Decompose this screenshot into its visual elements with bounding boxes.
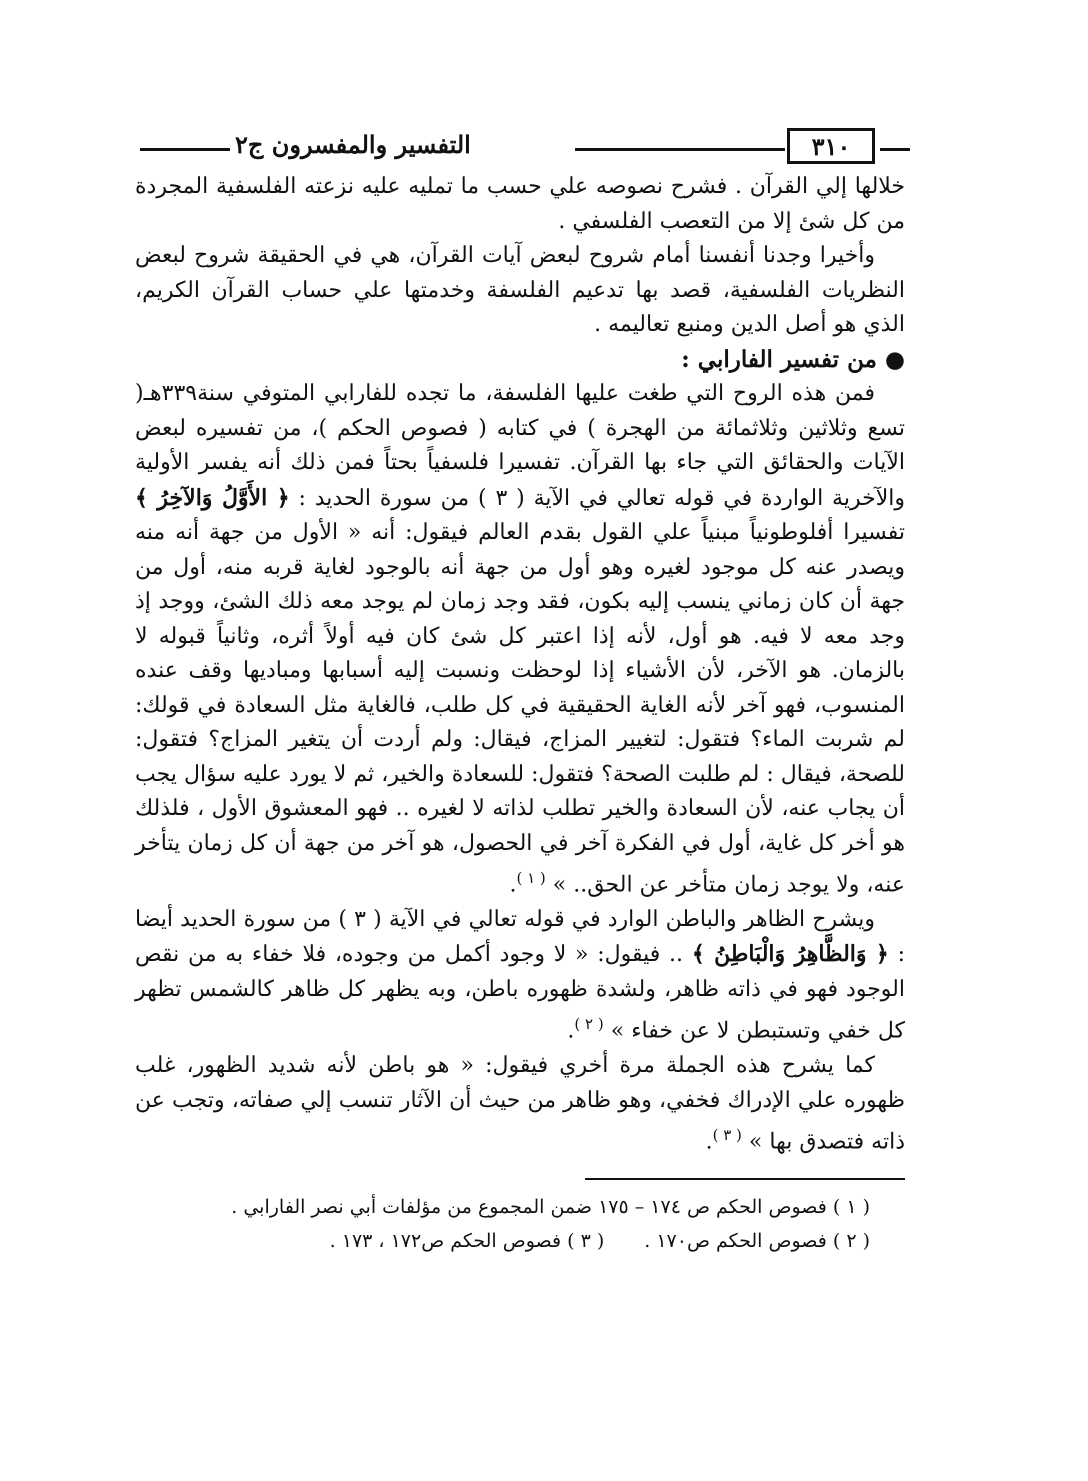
section-heading-text: من تفسير الفارابي : — [681, 345, 877, 373]
header-rule-right — [880, 148, 910, 151]
footnote-1: ( ١ ) فصوص الحكم ص ١٧٤ – ١٧٥ ضمن المجموع من مؤلفات أبي نصر الفارابي . — [231, 1195, 870, 1218]
bullet-icon: ● — [884, 345, 905, 373]
footnote-2: ( ٢ ) فصوص الحكم ص١٧٠ . — [644, 1229, 870, 1252]
footnote-ref-2: ( ٢ ) — [574, 1015, 604, 1034]
page-header — [135, 120, 905, 170]
document-page — [135, 120, 905, 1420]
manifest-hidden-intro: ويشرح الظاهر والباطن الوارد في قوله تعالي في الآية ( ٣ ) من سورة الحديد أيضا : — [135, 906, 906, 968]
footnote-row-2-3 — [135, 1224, 870, 1258]
page-number: ٣١٠ — [787, 128, 875, 164]
footnotes — [135, 1190, 905, 1258]
header-rule-left — [140, 148, 230, 151]
quran-verse-first-last: ﴿ الأَوَّلُ وَالآخِرُ ﴾ — [135, 484, 290, 511]
paragraph-farabi-manifest-hidden: ويشرح الظاهر والباطن الوارد في قوله تعالي في الآية ( ٣ ) من سورة الحديد أيضا : ﴿ وَالظَّاهِرُ وَالْبَاطِنُ ﴾ .. فيقول: « لا وجود أكمل من وجوده، فلا خفاء به من نقص الوجود فهو في ذاته ظاهر، ولشدة ظهوره باطن، وبه يظهر كل ظاهر كالشمس تظهر كل خفي وتستبطن لا عن خفاء » $^{( ٢ )}$. — [135, 906, 906, 1044]
farabi-intro-text: فمن هذه الروح التي طغت عليها الفلسفة، ما تجده للفارابي المتوفي سنة٣٣٩هـ( تسع وثلاثين وثلاثمائة من الهجرة ) في كتابه ( فصوص الحكم )، من تفسيره لبعض الآيات والحقائق التي جاء بها القرآن. تفسيرا فلسفياً بحتاً فمن ذلك أنه يفسر الأولية والآخرية الواردة في قوله تعالي في الآية ( ٣ ) من سورة الحديد : — [135, 381, 905, 511]
second-explanation-text: كما يشرح هذه الجملة مرة أخري فيقول: « هو باطن لأنه شديد الظهور، غلب ظهوره علي الإدراك فخفي، وهو ظاهر من حيث أن الآثار تنسب إلي صفاته، وتجب عن ذاته فتصدق بها » — [135, 1053, 905, 1155]
quran-verse-manifest-hidden: ﴿ وَالظَّاهِرُ وَالْبَاطِنُ ﴾ — [691, 941, 889, 968]
footnote-ref-1: ( ١ ) — [516, 869, 546, 887]
footnote-ref-3: ( ٣ ) — [712, 1126, 742, 1145]
footnote-3: ( ٣ ) فصوص الحكم ص١٧٢ ، ١٧٣ . — [329, 1229, 605, 1252]
section-heading — [135, 343, 905, 378]
farabi-explanation-text: تفسيرا أفلوطونياً مبنياً علي القول بقدم العالم فيقول: أنه « الأول من جهة أنه منه ويصدر عنه كل موجود لغيره وهو أول من جهة أنه بالوجود لغاية قربه منه، أول من جهة أن كان زماني ينسب إليه بكون، فقد وجد زمان لم يوجد معه ذلك الشئ، ووجد إذ وجد معه لا فيه. هو أول، لأنه إذا اعتبر كل شئ كان فيه أولاً أثره، وثانياً قبوله لا بالزمان. هو الآخر، لأن الأشياء إذا لوحظت ونسبت إليه أسبابها ومباديها وقف عنده المنسوب، فهو آخر لأنه الغاية الحقيقية في كل طلب، فالغاية مثل السعادة في قولك: لم شربت الماء؟ فتقول: لتغيير المزاج، فيقال: ولم أردت أن يتغير المزاج؟ فتقول: للصحة، فيقال : لم طلبت الصحة؟ فتقول: للسعادة والخير، ثم لا يورد عليه سؤال يجب أن يجاب عنه، لأن السعادة والخير تطلب لذاته لا لغيره .. فهو المعشوق الأول ، فلذلك هو أخر كل غاية، أول في الفكرة آخر في الحصول، هو آخر من جهة أن كل زمان يتأخر عنه، ولا يوجد زمان متأخر عن الحق.. » — [135, 520, 905, 898]
paragraph-farabi-second-explanation: كما يشرح هذه الجملة مرة أخري فيقول: « هو باطن لأنه شديد الظهور، غلب ظهوره علي الإدراك فخفي، وهو ظاهر من حيث أن الآثار تنسب إلي صفاته، وتجب عن ذاته فتصدق بها » $^{( ٣ )}$. — [135, 1053, 905, 1155]
header-rule-middle — [575, 148, 785, 151]
paragraph-intro-continuation: خلالها إلي القرآن . فشرح نصوصه علي حسب ما تمليه عليه نزعته الفلسفية المجردة من كل شئ إلا من التعصب الفلسفي . — [135, 174, 905, 234]
main-text — [135, 170, 905, 1160]
footnote-divider — [585, 1178, 905, 1180]
manifest-hidden-explanation: .. فيقول: « لا وجود أكمل من وجوده، فلا خفاء به من نقص الوجود فهو في ذاته ظاهر، ولشدة ظهوره باطن، وبه يظهر كل ظاهر كالشمس تظهر كل خفي وتستبطن لا عن خفاء » — [135, 942, 905, 1044]
paragraph-farabi-first-and-last: فمن هذه الروح التي طغت عليها الفلسفة، ما تجده للفارابي المتوفي سنة٣٣٩هـ( تسع وثلاثين وثلاثمائة من الهجرة ) في كتابه ( فصوص الحكم )، من تفسيره لبعض الآيات والحقائق التي جاء بها القرآن. تفسيرا فلسفياً بحتاً فمن ذلك أنه يفسر الأولية والآخرية الواردة في قوله تعالي في الآية ( ٣ ) من سورة الحديد : ﴿ الأَوَّلُ وَالآخِرُ ﴾ تفسيرا أفلوطونياً مبنياً علي القول بقدم العالم فيقول: أنه « الأول من جهة أنه منه ويصدر عنه كل موجود لغيره وهو أول من جهة أنه بالوجود لغاية قربه منه، أول من جهة أن كان زماني ينسب إليه بكون، فقد وجد زمان لم يوجد معه ذلك الشئ، ووجد إذ وجد معه لا فيه. هو أول، لأنه إذا اعتبر كل شئ كان فيه أولاً أثره، وثانياً قبوله لا بالزمان. هو الآخر، لأن الأشياء إذا لوحظت ونسبت إليه أسبابها ومباديها وقف عنده المنسوب، فهو آخر لأنه الغاية الحقيقية في كل طلب، فالغاية مثل السعادة في قولك: لم شربت الماء؟ فتقول: لتغيير المزاج، فيقال: ولم أردت أن يتغير المزاج؟ فتقول: للصحة، فيقال : لم طلبت الصحة؟ فتقول: للسعادة والخير، ثم لا يورد عليه سؤال يجب أن يجاب عنه، لأن السعادة والخير تطلب لذاته لا لغيره .. فهو المعشوق الأول ، فلذلك هو أخر كل غاية، أول في الفكرة آخر في الحصول، هو آخر من جهة أن كل زمان يتأخر عنه، ولا يوجد زمان متأخر عن الحق.. » $^{( ١ )}$. — [135, 381, 905, 898]
running-title: التفسير والمفسرون ج٢ — [235, 130, 471, 159]
paragraph-philosophical-commentary: وأخيرا وجدنا أنفسنا أمام شروح لبعض آيات القرآن، هي في الحقيقة شروح لبعض النظريات الفلسفية، قصد بها تدعيم الفلسفة وخدمتها علي حساب القرآن الكريم، الذي هو أصل الدين ومنبع تعاليمه . — [135, 243, 905, 337]
